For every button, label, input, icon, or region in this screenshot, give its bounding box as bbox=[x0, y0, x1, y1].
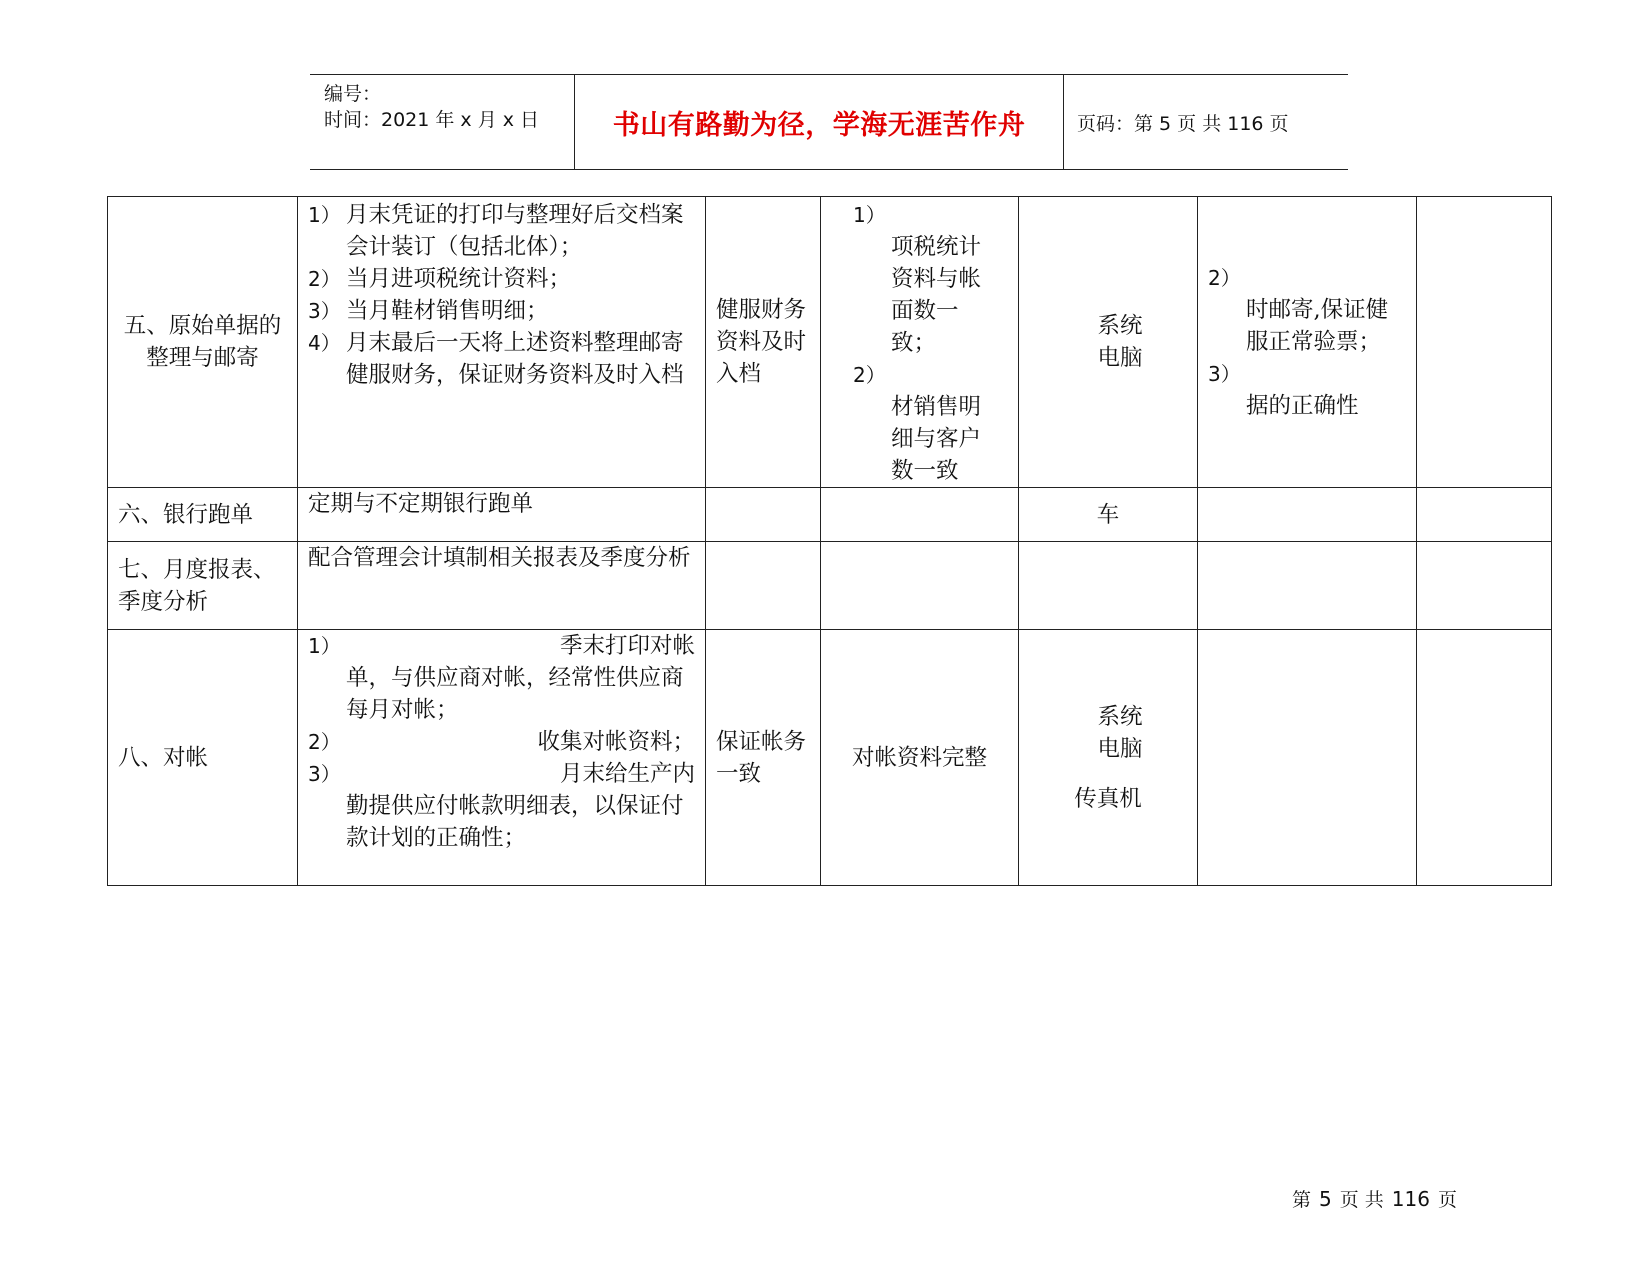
risk-cell bbox=[1198, 542, 1417, 630]
task-text: 配合管理会计填制相关报表及季度分析 bbox=[308, 545, 691, 571]
tool-item: 电脑 bbox=[1097, 345, 1143, 371]
list-item: 3） 月末给生产内 bbox=[308, 761, 695, 787]
category-cell bbox=[108, 542, 298, 630]
tool-item: 电脑 bbox=[1097, 735, 1143, 762]
header-page-number: 页码：第 5 页 共 116 页 bbox=[1077, 112, 1289, 135]
goal-text: 健服财务资料及时入档 bbox=[716, 297, 807, 387]
footer-total-pages: 116 bbox=[1391, 1187, 1430, 1211]
category-text: 七、月度报表、季度分析 bbox=[118, 556, 276, 615]
remark-cell bbox=[1417, 630, 1552, 886]
tool-item: 车 bbox=[1096, 501, 1120, 528]
category-cell bbox=[108, 630, 298, 886]
list-item-number: 1） bbox=[853, 203, 886, 227]
footer-suffix: 页 bbox=[1437, 1189, 1457, 1211]
standard-text: 对帐资料完整 bbox=[851, 744, 987, 771]
list-item-text: 时邮寄,保证健服正常验票； bbox=[1246, 297, 1389, 355]
table-row bbox=[108, 197, 1552, 488]
list-item: 2） 收集对帐资料； bbox=[308, 729, 695, 755]
list-item-number: 3） bbox=[1208, 362, 1241, 386]
list-item-text: 据的正确性 bbox=[1246, 393, 1359, 419]
risk-cell bbox=[1198, 197, 1417, 488]
goal-cell bbox=[706, 630, 821, 886]
motto-text: 书山有路勤为径，学海无涯苦作舟 bbox=[612, 109, 1026, 141]
document-date: 时间：2021 年 x 月 x 日 bbox=[324, 109, 540, 131]
category-cell bbox=[108, 488, 298, 542]
tool-item: 传真机 bbox=[1074, 785, 1142, 812]
risk-cell bbox=[1198, 630, 1417, 886]
task-cell bbox=[298, 542, 706, 630]
list-item-text: 项税统计资料与帐面数一致； bbox=[891, 234, 982, 356]
category-text: 六、银行跑单 bbox=[118, 501, 254, 528]
standard-cell bbox=[821, 488, 1019, 542]
list-item-text: 材销售明细与客户数一致 bbox=[891, 394, 982, 484]
header-motto-cell bbox=[575, 75, 1064, 169]
page-footer bbox=[1288, 1185, 1461, 1212]
category-text: 八、对帐 bbox=[118, 744, 209, 771]
list-item: 2） 当月进项税统计资料； bbox=[308, 266, 572, 292]
risk-cell bbox=[1198, 488, 1417, 542]
goal-cell bbox=[706, 542, 821, 630]
category-text: 五、原始单据的整理与邮寄 bbox=[123, 313, 282, 371]
page-header bbox=[310, 74, 1348, 170]
task-cell bbox=[298, 630, 706, 886]
table-row bbox=[108, 488, 1552, 542]
header-page-cell bbox=[1065, 75, 1348, 169]
goal-cell bbox=[706, 197, 821, 488]
table-row bbox=[108, 542, 1552, 630]
list-item-number: 2） bbox=[853, 363, 886, 387]
responsibility-table bbox=[107, 196, 1552, 886]
remark-cell bbox=[1417, 542, 1552, 630]
document-number-label: 编号： bbox=[324, 83, 382, 105]
task-cell bbox=[298, 488, 706, 542]
tools-cell bbox=[1019, 488, 1198, 542]
list-item-continuation: 勤提供应付帐款明细表，以保证付款计划的正确性； bbox=[346, 793, 684, 851]
standard-cell bbox=[821, 197, 1019, 488]
category-cell bbox=[108, 197, 298, 488]
standard-cell bbox=[821, 542, 1019, 630]
list-item: 1） 季末打印对帐 bbox=[308, 633, 695, 659]
header-meta-cell bbox=[310, 75, 575, 169]
tools-cell bbox=[1019, 197, 1198, 488]
goal-text: 保证帐务一致 bbox=[716, 728, 807, 787]
list-item: 1） 月末凭证的打印与整理好后交档案会计装订（包括北体）； bbox=[308, 202, 684, 260]
footer-prefix: 第 bbox=[1292, 1189, 1312, 1211]
tools-cell bbox=[1019, 542, 1198, 630]
list-item-continuation: 单，与供应商对帐，经常性供应商每月对帐； bbox=[346, 665, 684, 723]
footer-middle: 页 共 bbox=[1339, 1189, 1384, 1211]
list-item: 3） 当月鞋材销售明细； bbox=[308, 298, 549, 324]
task-cell bbox=[298, 197, 706, 488]
table-row bbox=[108, 630, 1552, 886]
tool-item: 系统 bbox=[1097, 313, 1143, 339]
remark-cell bbox=[1417, 488, 1552, 542]
task-text: 定期与不定期银行跑单 bbox=[308, 491, 534, 517]
tools-cell bbox=[1019, 630, 1198, 886]
remark-cell bbox=[1417, 197, 1552, 488]
tool-item: 系统 bbox=[1097, 703, 1143, 730]
list-item: 4） 月末最后一天将上述资料整理邮寄健服财务，保证财务资料及时入档 bbox=[308, 330, 684, 388]
standard-cell bbox=[821, 630, 1019, 886]
goal-cell bbox=[706, 488, 821, 542]
footer-page-number: 5 bbox=[1319, 1187, 1332, 1211]
list-item-number: 2） bbox=[1208, 266, 1241, 290]
